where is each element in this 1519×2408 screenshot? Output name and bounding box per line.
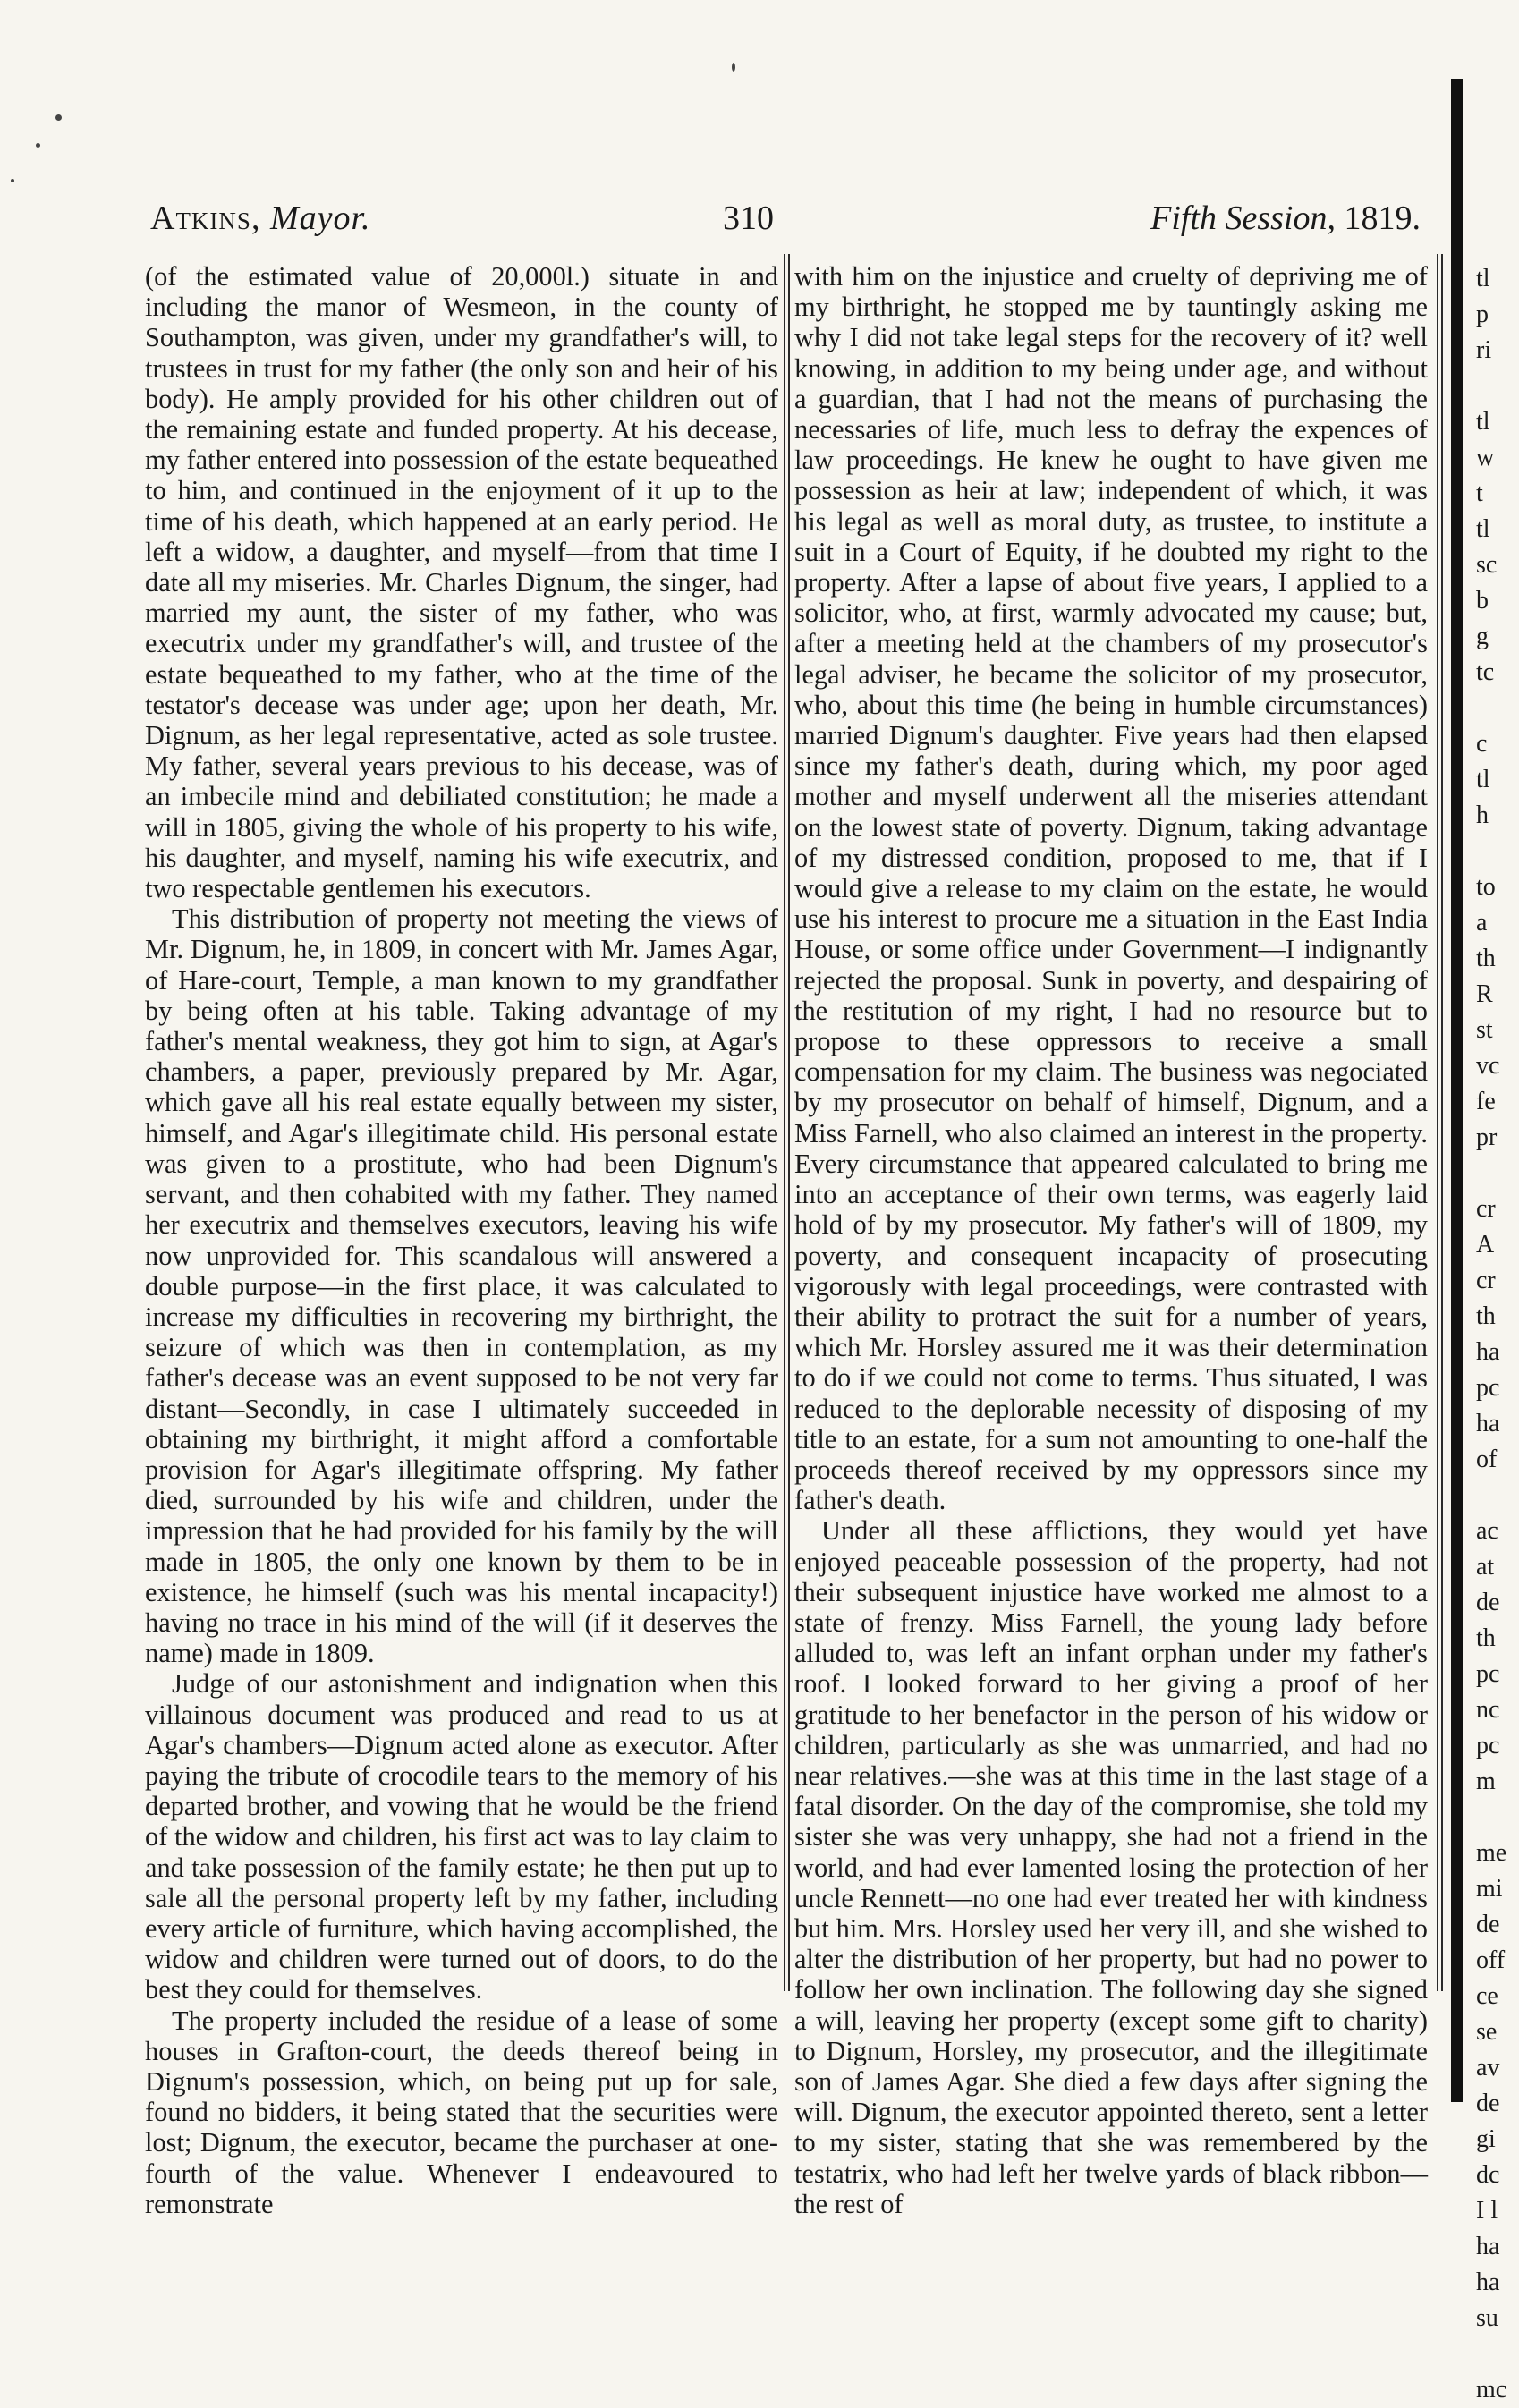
edge-fragment: b (1476, 587, 1489, 615)
edge-fragment: se (1476, 2018, 1498, 2046)
paragraph: The property included the residue of a lease of some houses in Grafton-court, the deeds thereof being in Dignum's possession, which, on being put up for sale, found no bidders, it being stated that the securities were lost; Dignum, the executor, became the purchaser at one-fourth of the value. Whenever I endeavoured to remonstrate (145, 2005, 778, 2219)
edge-fragment: de (1476, 2090, 1500, 2117)
edge-fragment: pc (1476, 1732, 1500, 1759)
edge-fragment: I l (1476, 2197, 1498, 2225)
running-head-left (150, 199, 371, 238)
edge-fragment (1476, 1478, 1519, 1513)
edge-fragment: de (1476, 1911, 1500, 1938)
running-head (150, 199, 1421, 252)
edge-fragment (1476, 369, 1519, 404)
edge-fragment: ha (1476, 1410, 1500, 1437)
column-rule (1441, 254, 1443, 1991)
edge-fragment: nc (1476, 1696, 1500, 1724)
edge-fragment: mi (1476, 1875, 1503, 1903)
header-office: Mayor. (269, 199, 371, 237)
paragraph: (of the estimated value of 20,000l.) situate in and including the manor of Wesmeon, in the county of Southampton, was given, under my grandfather's will, to trustees in trust for my father (the only son and heir of his body). He amply provided for his other children out of the remaining estate and funded property. At his decease, my father entered into possession of the estate bequeathed to him, and continued in the enjoyment of it up to the time of his death, which happened at an early period. He left a widow, a daughter, and myself—from that time I date all my miseries. Mr. Charles Dignum, the singer, had married my aunt, the sister of my father, who was executrix under my grandfather's will, and trustee of the estate bequeathed to my father, who at the time of the testator's decease was under age; upon her death, Mr. Dignum, as her legal representative, acted as sole trustee. My father, several years previous to his decease, was of an imbecile mind and debiliated constitution; he made a will in 1805, giving the whole of his property to his wife, his daughter, and myself, naming his wife executrix, and two respectable gentlemen his executors. (145, 261, 778, 904)
edge-fragment: cr (1476, 1195, 1496, 1223)
edge-fragment: av (1476, 2054, 1500, 2082)
column-rule (1437, 254, 1438, 1991)
edge-fragment: th (1476, 1302, 1496, 1330)
page-number: 310 (723, 199, 774, 237)
edge-fragment: vc (1476, 1052, 1500, 1080)
right-column (794, 261, 1428, 2219)
edge-fragment (1476, 691, 1519, 726)
edge-fragment: A (1476, 1231, 1495, 1259)
header-year: 1819. (1344, 199, 1421, 237)
ink-speck (11, 179, 14, 182)
edge-fragment: t (1476, 479, 1483, 507)
column-rule (788, 254, 790, 1991)
edge-fragment: p (1476, 301, 1489, 328)
edge-fragment: ha (1476, 1338, 1500, 1366)
edge-fragment: dc (1476, 2161, 1500, 2189)
edge-fragment: a (1476, 909, 1488, 937)
edge-fragment: fe (1476, 1088, 1496, 1115)
edge-fragment: pr (1476, 1123, 1498, 1151)
edge-fragment: gi (1476, 2125, 1496, 2153)
edge-fragment: me (1476, 1839, 1507, 1867)
edge-fragment: ha (1476, 2233, 1500, 2260)
edge-fragment: ce (1476, 1982, 1498, 2010)
edge-fragment: de (1476, 1589, 1500, 1616)
running-head-right (1150, 199, 1421, 238)
edge-fragment: w (1476, 444, 1495, 471)
binding-shadow (1451, 79, 1463, 2102)
edge-fragment: th (1476, 1624, 1496, 1652)
edge-fragment: ri (1476, 336, 1492, 364)
edge-fragment: to (1476, 873, 1496, 901)
edge-fragment: pc (1476, 1374, 1500, 1402)
paragraph: Judge of our astonishment and indignation when this villainous document was produced and read to us at Agar's chambers—Dignum acted alone as executor. After paying the tribute of crocodile tears to the memory of his departed brother, and vowing that he would be the friend of the widow and children, his first act was to lay claim to and take possession of the family estate; he then put up to sale all the personal property left by my father, including every article of furniture, which having accomplished, the widow and children were turned out of doors, to do the best they could for themselves. (145, 1668, 778, 2005)
paragraph: with him on the injustice and cruelty of depriving me of my birthright, he stopped me by tauntingly asking me why I did not take legal steps for the recovery of it? well knowing, in addition to my being under age, and without a guardian, that I had not the means of purchasing the necessaries of life, much less to defray the expences of law proceedings. He knew he ought to have given me possession as heir at law; independent of which, it was his legal as well as moral duty, as trustee, to institute a suit in a Court of Equity, if he doubted my right to the property. After a lapse of about five years, I applied to a solicitor, who, at first, warmly advocated my cause; but, after a meeting held at the chambers of my prosecutor's legal adviser, he became the solicitor of my prosecutor, who, about this time (he being in humble circumstances) married Dignum's daughter. Five years had then elapsed since my father's death, during which, my poor aged mother and myself underwent all the miseries attendant on the lowest state of poverty. Dignum, taking advantage of my distressed condition, proposed to me, that if I would give a release to my claim on the estate, he would use his interest to procure me a situation in the East India House, or some office under Government—I indignantly rejected the proposal. Sunk in poverty, and despairing of the restitution of my right, I had no resource but to propose to these oppressors to receive a small compensation for my claim. The business was negociated by my prosecutor on behalf of himself, Dignum, and a Miss Farnell, who also claimed an interest in the property. Every circumstance that appeared calculated to bring me into an acceptance of their own terms, was eagerly laid hold of by my prosecutor. My father's will of 1809, my poverty, and consequent incapacity of prosecuting vigorously with legal proceedings, were contrasted with their ability to protract the suit for a number of years, which Mr. Horsley assured me it was their determination to do if we could not come to terms. Thus situated, I was reduced to the deplorable necessity of disposing of my title to an estate, for a sum not amounting to one-half the proceeds thereof received by my oppressors since my father's death. (794, 261, 1428, 1516)
edge-fragment (1476, 1800, 1519, 1836)
header-name: Atkins, (150, 199, 261, 237)
ink-speck (55, 114, 62, 121)
paragraph: Under all these afflictions, they would yet have enjoyed peaceable possession of the property, had not their subsequent injustice have worked me almost to a state of frenzy. Miss Farnell, the young lady before alluded to, was left an infant orphan under my father's roof. I looked forward to her giving a proof of her gratitude to her benefactor in the person of his widow or children, particularly as she was unmarried, and had no near relatives.—she was at this time in the last stage of a fatal disorder. On the day of the compromise, she told my sister she was very unhappy, she had not a friend in the world, and had ever lamented losing the protection of her uncle Rennett—no one had ever treated her with kindness but him. Mrs. Horsley used her very ill, and she wished to alter the distribution of her property, but had no power to follow her own inclination. The following day she signed a will, leaving her property (except some gift to charity) to Dignum, Horsley, my prosecutor, and the illegitimate son of James Agar. She died a few days after signing the will. Dignum, the executor appointed thereto, sent a letter to my sister, stating that she was remembered by the testatrix, who had left her twelve yards of black ribbon—the rest of (794, 1515, 1428, 2219)
edge-fragment: R (1476, 980, 1493, 1008)
ink-speck (36, 143, 40, 148)
edge-fragment: tl (1476, 265, 1490, 293)
edge-fragment: th (1476, 945, 1496, 972)
edge-fragment: pc (1476, 1660, 1500, 1688)
edge-fragment: off (1476, 1946, 1506, 1974)
edge-fragment: tl (1476, 408, 1490, 436)
edge-fragment: c (1476, 730, 1488, 758)
edge-fragment: m (1476, 1768, 1496, 1795)
edge-fragment: ac (1476, 1517, 1498, 1545)
edge-fragment: su (1476, 2304, 1498, 2332)
edge-fragment: ha (1476, 2268, 1500, 2296)
facing-page-fragments (1476, 261, 1519, 2408)
column-rule (784, 254, 785, 1991)
edge-fragment: mc (1476, 2376, 1507, 2404)
edge-fragment: h (1476, 801, 1489, 829)
edge-fragment: at (1476, 1553, 1495, 1581)
header-session: Fifth Session, (1150, 199, 1336, 237)
edge-fragment: tl (1476, 515, 1490, 543)
edge-fragment: of (1476, 1446, 1498, 1473)
paragraph: This distribution of property not meeting the views of Mr. Dignum, he, in 1809, in concert with Mr. James Agar, of Hare-court, Temple, a man known to my grandfather by being often at his table. Taking advantage of my father's mental weakness, they got him to sign, at Agar's chambers, a paper, previously prepared by Mr. Agar, which gave all his real estate equally between my sister, himself, and Agar's illegitimate child. His personal estate was given to a prostitute, who had been Dignum's servant, and then cohabited with my father. They named her executrix and themselves executors, leaving his wife now unprovided for. This scandalous will answered a double purpose—in the first place, it was calculated to increase my difficulties in recovering my birthright, the seizure of which was then in contemplation, as my father's decease was an event supposed to be not very far distant—Secondly, in case I ultimately succeeded in obtaining my birthright, it might afford a comfortable provision for Agar's illegitimate offspring. My father died, surrounded by his wife and children, under the impression that he had provided for his family by the will made in 1805, the only one known by them to be in existence, he himself (such was his mental incapacity!) having no trace in his mind of the will (if it deserves the name) made in 1809. (145, 903, 778, 1669)
edge-fragment (1476, 834, 1519, 869)
edge-fragment (1476, 2336, 1519, 2372)
edge-fragment: tl (1476, 766, 1490, 793)
edge-fragment: tc (1476, 658, 1495, 686)
ink-speck (732, 63, 735, 72)
edge-fragment: sc (1476, 551, 1498, 579)
edge-fragment: cr (1476, 1267, 1496, 1294)
edge-fragment: g (1476, 623, 1489, 650)
edge-fragment: st (1476, 1016, 1493, 1044)
left-column (145, 261, 778, 2219)
edge-fragment (1476, 1156, 1519, 1191)
